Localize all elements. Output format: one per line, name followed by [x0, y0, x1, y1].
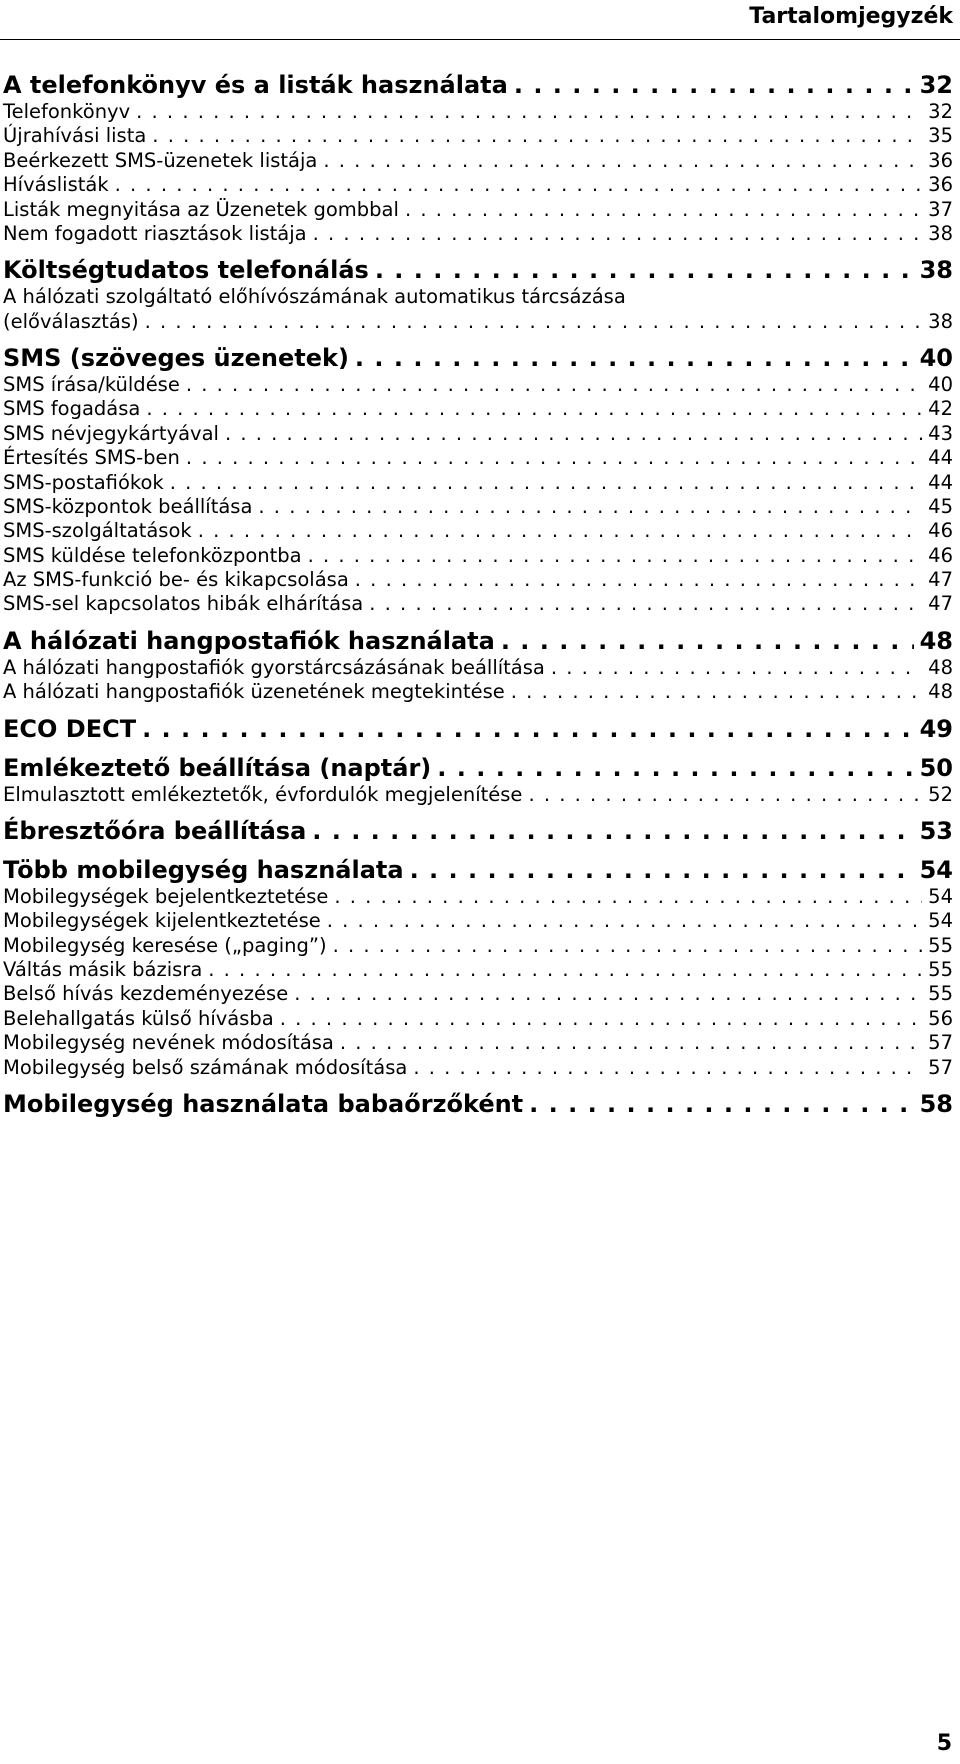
toc-section-entry[interactable]	[3, 173, 953, 197]
dot-leader	[334, 885, 922, 909]
dot-leader	[501, 626, 914, 656]
toc-section-entry[interactable]	[3, 471, 953, 495]
toc-chapter-entry[interactable]	[3, 753, 953, 783]
toc-entry-title: Beérkezett SMS-üzenetek listája	[3, 148, 318, 172]
toc-chapter-entry[interactable]	[3, 343, 953, 373]
toc-page-number: 38	[919, 256, 953, 285]
toc-entry-title: Újrahívási lista	[3, 124, 147, 148]
toc-page-number: 58	[919, 1089, 953, 1118]
toc-entry-title: SMS fogadása	[3, 397, 141, 421]
toc-section-entry[interactable]	[3, 885, 953, 909]
toc-page-number: 43	[928, 421, 953, 445]
toc-chapter-entry[interactable]	[3, 1089, 953, 1119]
toc-entry-title: Telefonkönyv	[3, 100, 131, 123]
dot-leader	[528, 783, 922, 807]
toc-entry-title: Ébresztőóra beállítása	[3, 816, 307, 845]
toc-page-number: 36	[928, 148, 953, 172]
toc-section-entry[interactable]	[3, 495, 953, 519]
toc-entry-title: A hálózati szolgáltató előhívószámának automatikus tárcsázása	[3, 285, 626, 309]
toc-page-number: 45	[928, 494, 953, 518]
toc-entry-title: Mobilegységek kijelentkeztetése	[3, 909, 321, 933]
dot-leader	[186, 446, 922, 470]
dot-leader	[355, 568, 922, 592]
dot-leader	[340, 1031, 922, 1055]
dot-leader	[312, 816, 913, 846]
dot-leader	[294, 982, 922, 1006]
toc-section-entry[interactable]	[3, 149, 953, 173]
dot-leader	[225, 422, 922, 446]
dot-leader	[198, 519, 922, 543]
toc-page-number: 36	[928, 173, 953, 197]
toc-entry-title: A hálózati hangpostafiók üzenetének megtekintése	[3, 680, 505, 704]
toc-page-number: 32	[919, 71, 953, 99]
toc-chapter-entry[interactable]	[3, 816, 953, 846]
toc-entry-title: Mobilegység használata babaőrzőként	[3, 1089, 524, 1118]
dot-leader	[170, 471, 922, 495]
toc-entry-title: Több mobilegység használata	[3, 855, 404, 884]
toc-section-entry[interactable]	[3, 124, 953, 148]
toc-page-number: 46	[928, 543, 953, 567]
toc-entry-title: SMS-központok beállítása	[3, 494, 253, 518]
dot-leader	[327, 909, 922, 933]
toc-entry-title: SMS küldése telefonközpontba	[3, 543, 302, 567]
page-header-title: Tartalomjegyzék	[749, 4, 953, 29]
toc-entry-title: SMS (szöveges üzenetek)	[3, 344, 349, 372]
dot-leader	[323, 149, 922, 173]
toc-section-entry[interactable]	[3, 1007, 953, 1031]
toc-page-number: 48	[928, 680, 953, 704]
dot-leader	[511, 680, 922, 704]
toc-page-number: 54	[928, 884, 953, 908]
dot-leader	[551, 656, 922, 680]
dot-leader	[437, 753, 913, 783]
toc-page-number: 55	[928, 958, 953, 981]
toc-section-entry[interactable]	[3, 422, 953, 446]
toc-entry-title: Elmulasztott emlékeztetők, évfordulók megjelenítése	[3, 782, 523, 806]
toc-section-entry[interactable]	[3, 544, 953, 568]
toc-entry-title: SMS-postafiókok	[3, 470, 164, 494]
toc-chapter-entry[interactable]	[3, 855, 953, 885]
header-rule	[0, 39, 960, 40]
toc-page-number: 52	[928, 782, 953, 806]
dot-leader	[410, 855, 914, 885]
toc-section-entry[interactable]	[3, 958, 953, 982]
toc-page-number: 40	[919, 344, 953, 372]
toc-chapter-entry[interactable]	[3, 714, 953, 744]
toc-page-number: 35	[928, 124, 953, 148]
toc-entry-line	[3, 285, 953, 309]
toc-page-number: 50	[919, 753, 953, 782]
toc-entry-title: Mobilegység nevének módosítása	[3, 1031, 334, 1055]
toc-entry-title: SMS írása/küldése	[3, 373, 180, 396]
toc-section-entry[interactable]	[3, 1031, 953, 1055]
toc-section-entry[interactable]	[3, 100, 953, 124]
toc-entry-title: Váltás másik bázisra	[3, 958, 203, 981]
toc-section-entry[interactable]	[3, 656, 953, 680]
toc-page-number: 38	[928, 221, 953, 245]
dot-leader	[142, 714, 914, 744]
toc-section-entry[interactable]	[3, 568, 953, 592]
toc-section-entry[interactable]	[3, 783, 953, 807]
toc-section-entry[interactable]	[3, 222, 953, 246]
table-of-contents	[3, 70, 953, 1119]
dot-leader	[186, 373, 922, 397]
toc-page-number: 40	[928, 373, 953, 396]
dot-leader	[529, 1089, 913, 1119]
toc-page-number: 55	[928, 933, 953, 957]
toc-entry-title: Az SMS-funkció be- és kikapcsolása	[3, 568, 349, 591]
toc-entry-title: Híváslisták	[3, 173, 109, 197]
toc-section-entry[interactable]	[3, 397, 953, 421]
toc-chapter-entry[interactable]	[3, 255, 953, 285]
toc-page-number: 53	[919, 816, 953, 845]
dot-leader	[405, 198, 922, 222]
toc-page-number: 47	[928, 568, 953, 591]
toc-page-number: 38	[928, 309, 953, 333]
toc-entry-title: Mobilegységek bejelentkeztetése	[3, 884, 329, 908]
toc-section-entry[interactable]	[3, 373, 953, 397]
toc-entry-title: SMS-sel kapcsolatos hibák elhárítása	[3, 592, 364, 616]
dot-leader	[308, 544, 923, 568]
dot-leader	[258, 495, 922, 519]
dot-leader	[280, 1007, 922, 1031]
dot-leader	[313, 222, 923, 246]
toc-entry-title: Értesítés SMS-ben	[3, 446, 180, 470]
toc-section-entry[interactable]	[3, 680, 953, 704]
toc-section-entry[interactable]	[3, 198, 953, 222]
toc-entry-title: Nem fogadott riasztások listája	[3, 221, 307, 245]
toc-section-entry[interactable]	[3, 1056, 953, 1080]
toc-entry-title: SMS névjegykártyával	[3, 421, 219, 445]
dot-leader	[514, 70, 914, 100]
toc-entry-title: Emlékeztető beállítása (naptár)	[3, 753, 432, 782]
toc-page-number: 49	[919, 714, 953, 743]
toc-section-entry[interactable]	[3, 446, 953, 470]
toc-entry-title: ECO DECT	[3, 714, 137, 743]
toc-page-number: 46	[928, 519, 953, 543]
toc-entry-title: Belehallgatás külső hívásba	[3, 1006, 274, 1030]
toc-section-entry[interactable]	[3, 310, 953, 334]
page-number: 5	[936, 1731, 952, 1756]
toc-section-entry[interactable]	[3, 909, 953, 933]
toc-chapter-entry[interactable]	[3, 626, 953, 656]
toc-entry-title: (előválasztás)	[3, 309, 139, 333]
toc-entry-title: Listák megnyitása az Üzenetek gombbal	[3, 197, 399, 221]
toc-entry-title: A hálózati hangpostafiók használata	[3, 626, 495, 655]
toc-entry-title: SMS-szolgáltatások	[3, 519, 192, 543]
dot-leader	[136, 100, 922, 124]
dot-leader	[413, 1056, 922, 1080]
dot-leader	[146, 397, 922, 421]
toc-entry-title: A telefonkönyv és a listák használata	[3, 71, 508, 99]
toc-entry-title: Mobilegység belső számának módosítása	[3, 1055, 408, 1079]
toc-page-number: 48	[919, 626, 953, 655]
toc-page-number: 44	[928, 446, 953, 470]
toc-page-number: 48	[928, 655, 953, 679]
dot-leader	[333, 934, 923, 958]
toc-page-number: 47	[928, 592, 953, 616]
toc-page-number: 32	[928, 100, 953, 123]
toc-page-number: 42	[928, 397, 953, 421]
dot-leader	[152, 124, 922, 148]
toc-entry-title: A hálózati hangpostafiók gyorstárcsázásának beállítása	[3, 655, 545, 679]
dot-leader	[208, 958, 922, 982]
toc-page-number: 55	[928, 982, 953, 1006]
toc-section-entry[interactable]	[3, 592, 953, 616]
toc-entry-title: Mobilegység keresése („paging”)	[3, 933, 327, 957]
dot-leader	[115, 173, 923, 197]
toc-section-entry[interactable]	[3, 519, 953, 543]
toc-entry-title: Költségtudatos telefonálás	[3, 256, 369, 285]
toc-entry-title: Belső hívás kezdeményezése	[3, 982, 289, 1006]
toc-page-number: 54	[928, 909, 953, 933]
toc-page-number: 37	[928, 197, 953, 221]
toc-page-number: 54	[919, 855, 953, 884]
dot-leader	[369, 592, 922, 616]
dot-leader	[355, 343, 914, 373]
toc-page-number: 56	[928, 1006, 953, 1030]
toc-section-entry[interactable]	[3, 934, 953, 958]
toc-chapter-entry[interactable]	[3, 70, 953, 100]
dot-leader	[145, 310, 923, 334]
dot-leader	[375, 255, 914, 285]
toc-section-entry[interactable]	[3, 982, 953, 1006]
toc-page-number: 44	[928, 470, 953, 494]
toc-page-number: 57	[928, 1055, 953, 1079]
toc-page-number: 57	[928, 1031, 953, 1055]
